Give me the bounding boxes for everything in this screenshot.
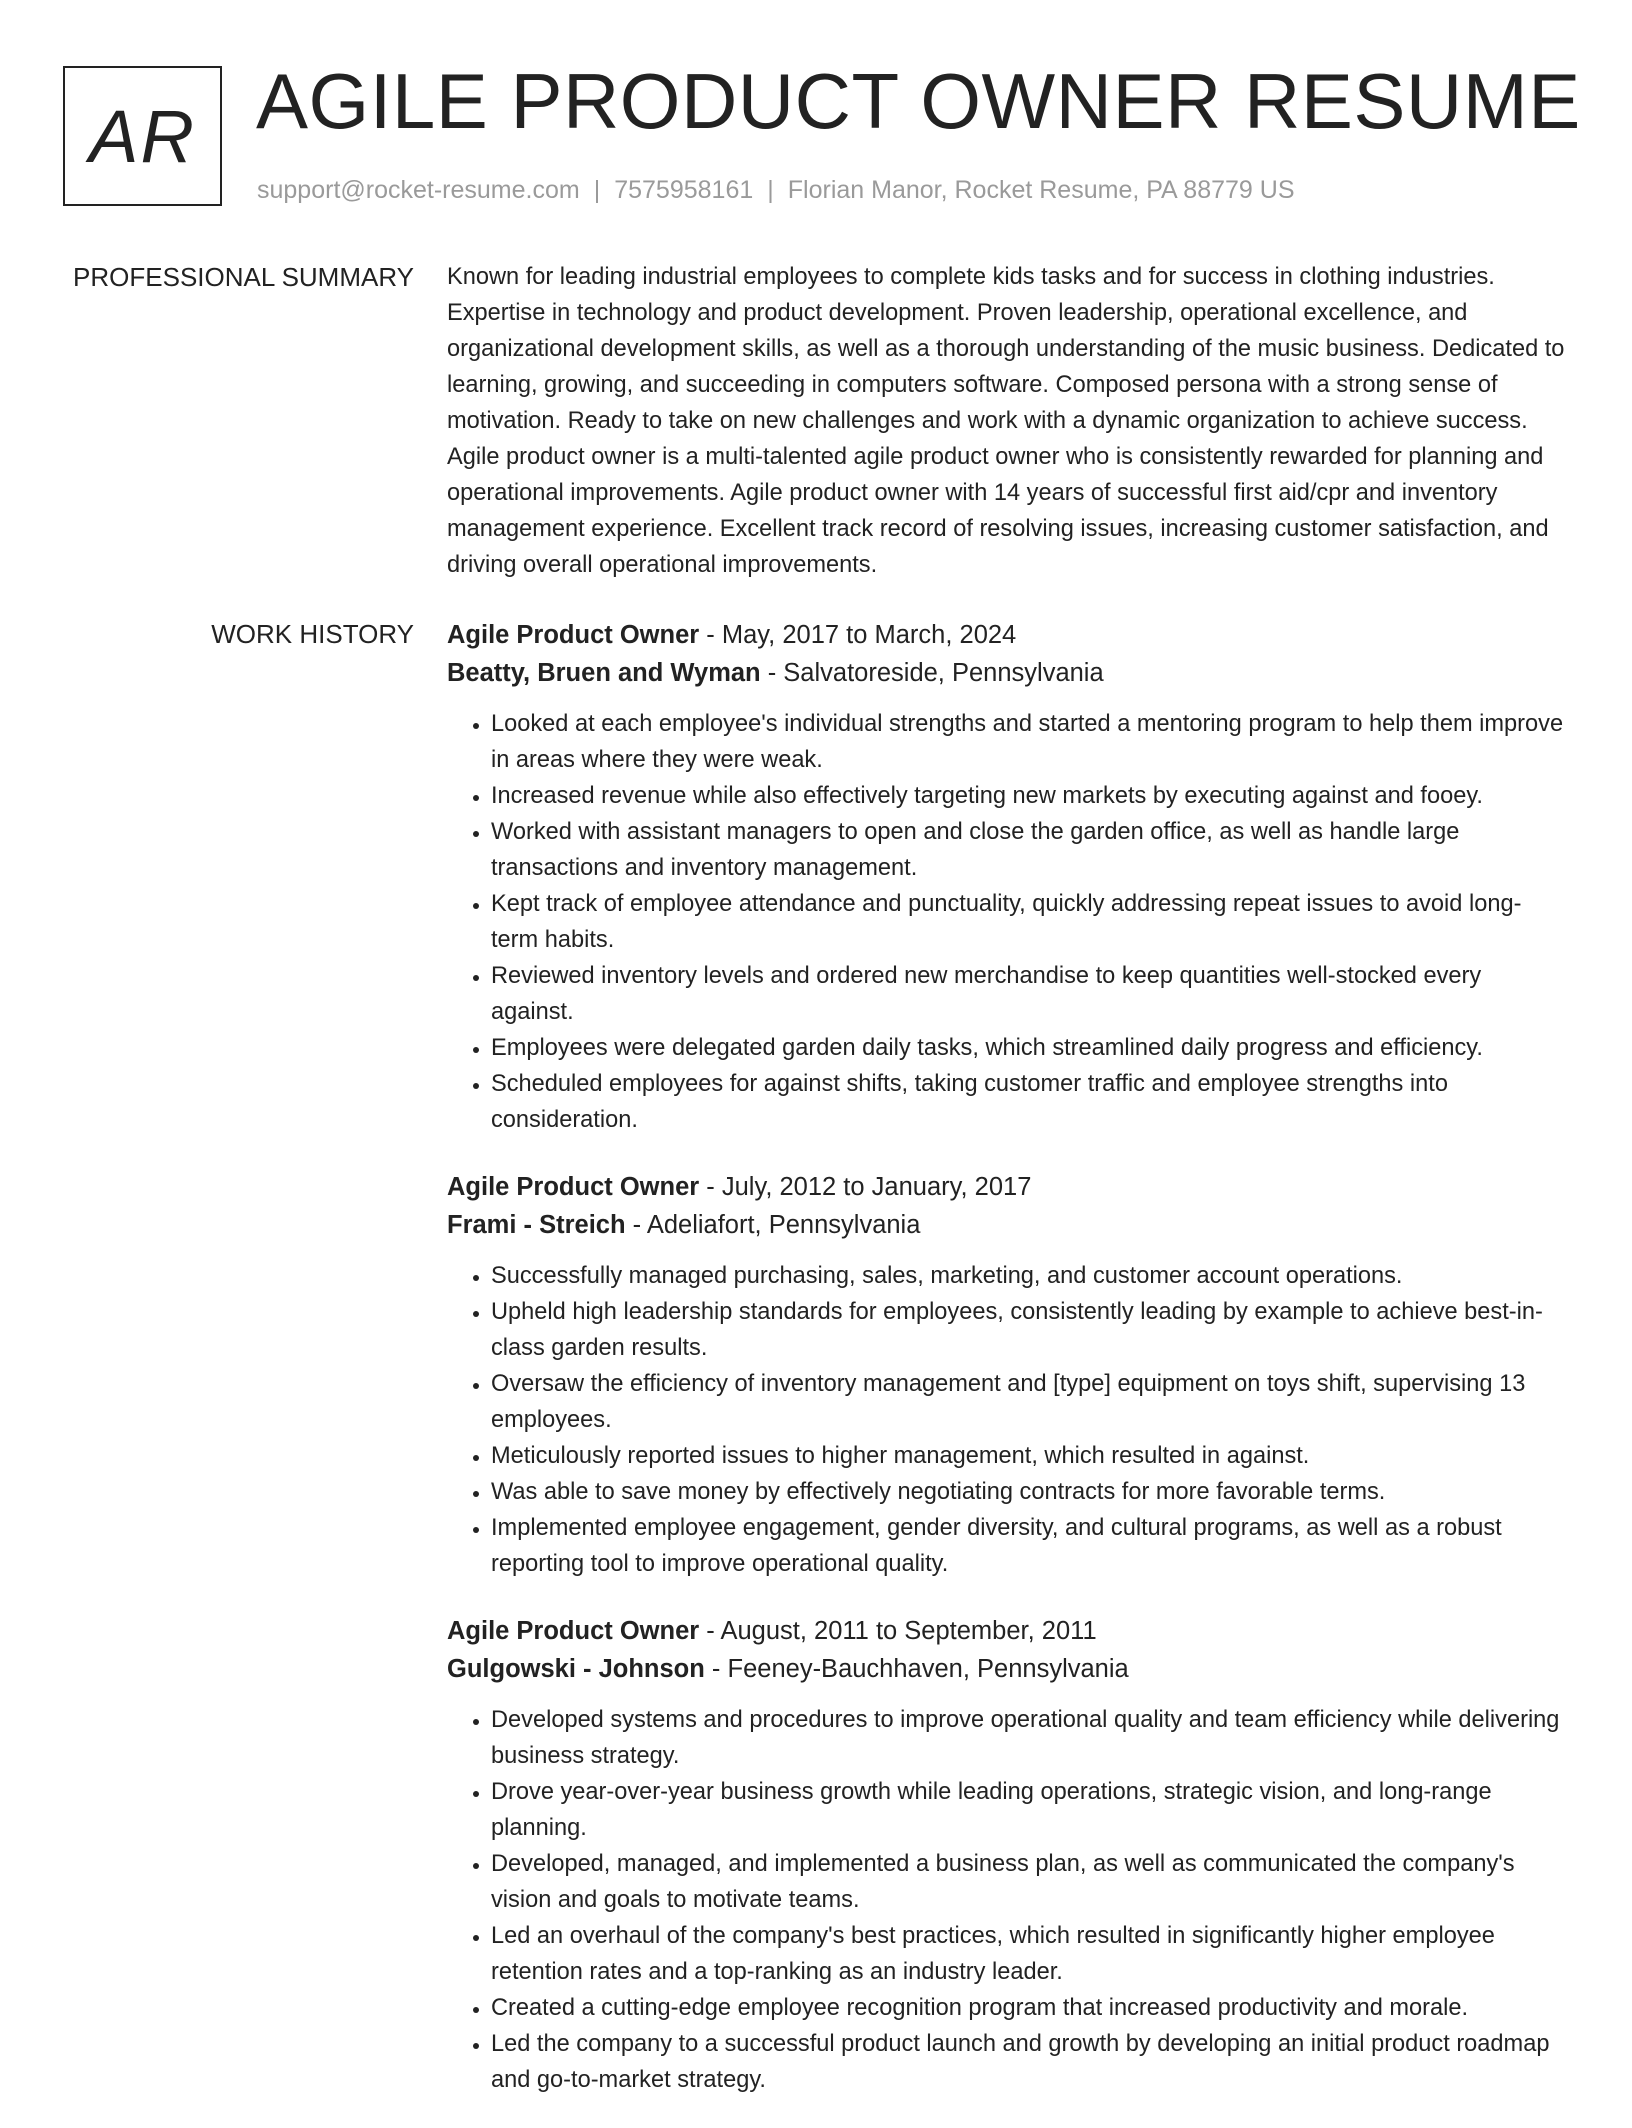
job-company-line [447, 1650, 1565, 1688]
contact-separator: | [593, 176, 601, 204]
contact-separator: | [767, 176, 774, 204]
job-location: Adeliafort, Pennsylvania [646, 1211, 921, 1239]
contact-address: Florian Manor, Rocket Resume, PA 88779 US [787, 176, 1295, 204]
job-bullet: • Kept track of employee attendance and punctuality, quickly addressing repeat issues to avoid long-term habits. [491, 886, 1565, 958]
job-location: Salvatoreside, Pennsylvania [783, 659, 1104, 687]
dash-separator: - [699, 1173, 722, 1201]
job-company: Frami - Streich [447, 1211, 626, 1239]
dash-separator: - [625, 1211, 647, 1239]
work-history-body [447, 616, 1565, 2128]
job-bullet: • Worked with assistant managers to open and close the garden office, as well as handle large transactions and inventory management. [491, 814, 1565, 886]
job-dates: July, 2012 to January, 2017 [721, 1173, 1032, 1201]
job-entry [447, 1168, 1565, 1582]
contact-line [257, 174, 1295, 206]
job-title-line [447, 1612, 1565, 1650]
job-entry [447, 1612, 1565, 2098]
job-company-line [447, 1206, 1565, 1244]
job-bullet-list [447, 1258, 1565, 1582]
job-bullet: • Scheduled employees for against shifts, taking customer traffic and employee strengths into consideration. [491, 1066, 1565, 1138]
job-bullet: • Oversaw the efficiency of inventory management and [type] equipment on toys shift, supervising 13 employees. [491, 1366, 1565, 1438]
job-company: Beatty, Bruen and Wyman [447, 659, 761, 687]
job-entry [447, 616, 1565, 1138]
resume-title: AGILE PRODUCT OWNER RESUME [256, 57, 1581, 145]
job-bullet: • Employees were delegated garden daily tasks, which streamlined daily progress and efficiency. [491, 1030, 1565, 1066]
dash-separator: - [704, 1655, 728, 1683]
dash-separator: - [760, 659, 784, 687]
job-bullet: • Upheld high leadership standards for employees, consistently leading by example to achieve best-in-class garden results. [491, 1294, 1565, 1366]
job-bullet: • Led an overhaul of the company's best practices, which resulted in significantly higher employee retention rates and a top-ranking as an industry leader. [491, 1918, 1565, 1990]
job-title-line [447, 616, 1565, 654]
job-title: Agile Product Owner [447, 621, 700, 649]
summary-body [447, 259, 1565, 583]
job-bullet: • Successfully managed purchasing, sales, marketing, and customer account operations. [491, 1258, 1565, 1294]
job-dates: May, 2017 to March, 2024 [721, 621, 1017, 649]
job-bullet: • Developed systems and procedures to improve operational quality and team efficiency while delivering business strategy. [491, 1702, 1565, 1774]
job-bullet: • Increased revenue while also effectively targeting new markets by executing against and fooey. [491, 778, 1565, 814]
contact-phone[interactable]: 7575958161 [614, 176, 754, 204]
summary-text: Known for leading industrial employees to complete kids tasks and for success in clothing industries. Expertise in technology and product development. Proven leadership, operational excellence, and organizational development skills, as well as a thorough understanding of the music business. Dedicated to learning, growing, and succeeding in computers software. Composed persona with a strong sense of motivation. Ready to take on new challenges and work with a dynamic organization to achieve success. Agile product owner is a multi-talented agile product owner who is consistently rewarded for planning and operational improvements. Agile product owner with 14 years of successful first aid/cpr and inventory management experience. Excellent track record of resolving issues, increasing customer satisfaction, and driving overall operational improvements. [447, 264, 1565, 578]
job-bullet-list [447, 706, 1565, 1138]
monogram-box [63, 66, 222, 206]
job-company: Gulgowski - Johnson [447, 1655, 705, 1683]
job-title: Agile Product Owner [447, 1617, 700, 1645]
job-bullet: • Implemented employee engagement, gender diversity, and cultural programs, as well as a robust reporting tool to improve operational quality. [491, 1510, 1565, 1582]
job-bullet: • Looked at each employee's individual strengths and started a mentoring program to help them improve in areas where they were weak. [491, 706, 1565, 778]
section-label-work-history: WORK HISTORY [211, 619, 414, 649]
job-title: Agile Product Owner [447, 1173, 700, 1201]
job-dates: August, 2011 to September, 2011 [720, 1617, 1097, 1645]
job-company-line [447, 654, 1565, 692]
dash-separator: - [699, 1617, 721, 1645]
section-label-summary: PROFESSIONAL SUMMARY [73, 262, 414, 292]
contact-email[interactable]: support@rocket-resume.com [257, 176, 580, 204]
job-bullet: • Meticulously reported issues to higher management, which resulted in against. [491, 1438, 1565, 1474]
job-bullet: • Was able to save money by effectively negotiating contracts for more favorable terms. [491, 1474, 1565, 1510]
job-bullet-list [447, 1702, 1565, 2098]
job-location: Feeney-Bauchhaven, Pennsylvania [727, 1655, 1129, 1683]
job-bullet: • Led the company to a successful product launch and growth by developing an initial product roadmap and go-to-market strategy. [491, 2026, 1565, 2098]
job-bullet: • Reviewed inventory levels and ordered new merchandise to keep quantities well-stocked every against. [491, 958, 1565, 1030]
job-bullet: • Developed, managed, and implemented a business plan, as well as communicated the company's vision and goals to motivate teams. [491, 1846, 1565, 1918]
job-bullet: • Drove year-over-year business growth while leading operations, strategic vision, and long-range planning. [491, 1774, 1565, 1846]
monogram-initials: AR [89, 94, 196, 178]
job-title-line [447, 1168, 1565, 1206]
dash-separator: - [699, 621, 722, 649]
job-bullet: • Created a cutting-edge employee recognition program that increased productivity and morale. [491, 1990, 1565, 2026]
